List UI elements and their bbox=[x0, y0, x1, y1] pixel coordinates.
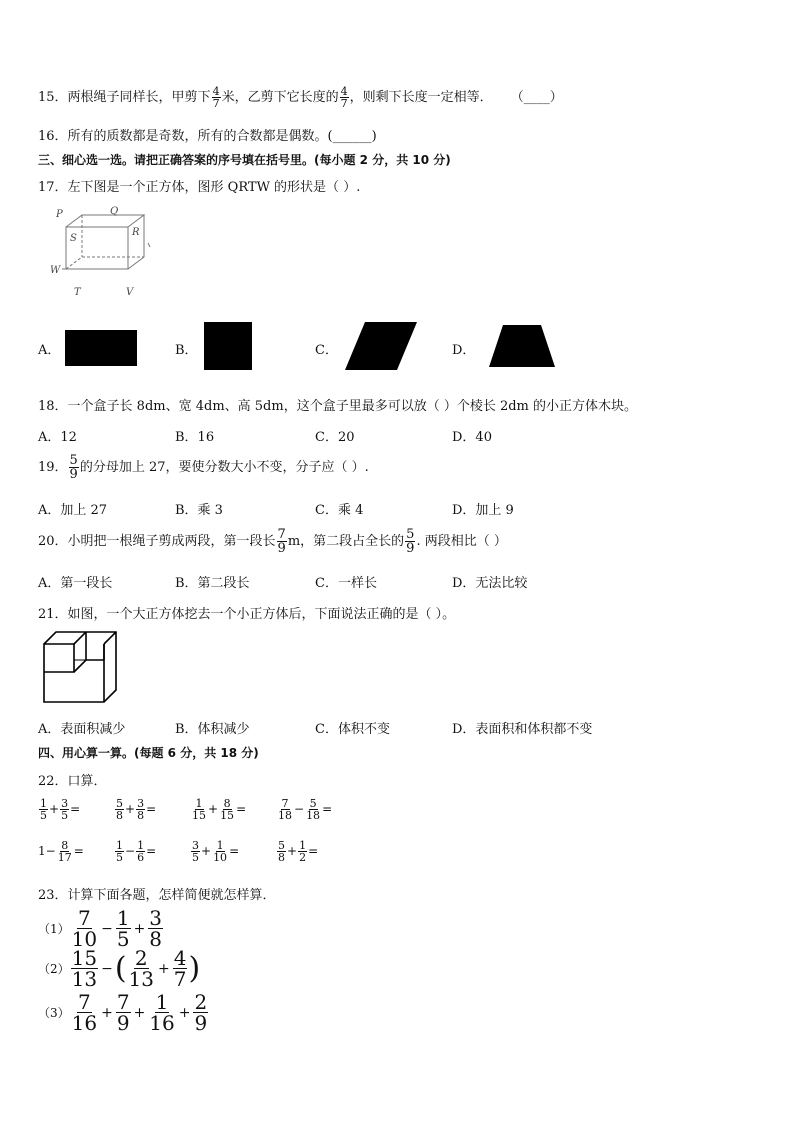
fraction: $\frac{5}{18}$ bbox=[306, 797, 321, 822]
calc-problem-1 bbox=[38, 908, 164, 949]
fraction: $\frac{7}{9}$ bbox=[116, 990, 130, 1035]
q20-text-1: 20．小明把一根绳子剪成两段，第一段长 bbox=[38, 534, 276, 549]
operator: + bbox=[287, 844, 298, 858]
carved-cube-figure bbox=[42, 630, 122, 706]
question-19 bbox=[38, 454, 369, 481]
q20-option-b[interactable]: B．第二段长 bbox=[175, 576, 250, 591]
q20-text-3: . 两段相比（ ） bbox=[416, 534, 507, 549]
number: 1 bbox=[38, 844, 46, 858]
q21-option-a[interactable]: A．表面积减少 bbox=[38, 722, 126, 737]
problem-label: （1） bbox=[38, 922, 70, 936]
option-d-trapezoid[interactable] bbox=[489, 325, 555, 367]
q21-option-b[interactable]: B．体积减少 bbox=[175, 722, 250, 737]
question-18: 18．一个盒子长 8dm、宽 4dm、高 5dm，这个盒子里最多可以放（ ）个棱长 2dm 的小正方体木块。 bbox=[38, 399, 638, 414]
equals-sign: = bbox=[308, 844, 319, 858]
operator: + bbox=[133, 1004, 146, 1021]
cube-label-q: Q bbox=[110, 206, 119, 217]
problem-label: （2） bbox=[38, 962, 70, 976]
operator: − bbox=[101, 920, 113, 937]
cube-label-w: W bbox=[50, 265, 61, 276]
fraction: $\frac{1}{5}$ bbox=[40, 797, 47, 822]
fraction: $\frac{1}{2}$ bbox=[299, 839, 307, 864]
cube-label-t: T bbox=[74, 287, 81, 298]
question-22: 22．口算． bbox=[38, 774, 107, 789]
equals-sign: = bbox=[146, 844, 157, 858]
left-paren: ( bbox=[114, 951, 127, 986]
cube-label-s: S bbox=[70, 233, 77, 244]
question-16: 16．所有的质数都是奇数，所有的合数都是偶数。(______) bbox=[38, 129, 377, 144]
mental-math-item[interactable] bbox=[114, 840, 156, 863]
question-23: 23．计算下面各题，怎样简便就怎样算． bbox=[38, 888, 276, 903]
cube-label-p: P bbox=[56, 209, 63, 220]
q18-option-a[interactable]: A．12 bbox=[38, 430, 77, 445]
q15-text-3: ，则剩下长度一定相等． bbox=[349, 90, 493, 105]
option-c-parallelogram[interactable] bbox=[345, 322, 417, 370]
q21-option-c[interactable]: C．体积不变 bbox=[315, 722, 390, 737]
equals-sign: = bbox=[73, 844, 84, 858]
q17-option-a[interactable]: A． bbox=[38, 343, 61, 358]
equals-sign: = bbox=[236, 802, 247, 816]
fraction: $\frac{3}{8}$ bbox=[137, 797, 145, 822]
q17-option-c[interactable]: C． bbox=[315, 343, 338, 358]
fraction: $\frac{1}{10}$ bbox=[213, 839, 228, 864]
fraction: $\frac{2}{13}$ bbox=[128, 946, 154, 991]
mental-math-item[interactable] bbox=[276, 798, 332, 821]
fraction: $\frac{7}{16}$ bbox=[71, 990, 98, 1035]
fraction: $\frac{7}{18}$ bbox=[278, 797, 292, 822]
operator: + bbox=[158, 960, 170, 977]
operator: + bbox=[133, 920, 146, 937]
mental-math-item[interactable] bbox=[38, 840, 84, 863]
mental-math-item[interactable] bbox=[114, 798, 156, 821]
mental-math-item[interactable] bbox=[38, 798, 80, 821]
q20-option-a[interactable]: A．第一段长 bbox=[38, 576, 113, 591]
question-20 bbox=[38, 528, 507, 555]
operator: − bbox=[125, 844, 136, 858]
fraction: $\frac{4}{7}$ bbox=[173, 946, 187, 991]
section-4-title: 四、用心算一算。(每题 6 分，共 18 分) bbox=[38, 746, 259, 760]
q17-option-b[interactable]: B． bbox=[175, 343, 198, 358]
mental-math-item[interactable] bbox=[190, 840, 239, 863]
fraction: $\frac{8}{15}$ bbox=[220, 797, 235, 822]
operator: + bbox=[201, 844, 212, 858]
fraction: $\frac{1}{16}$ bbox=[149, 990, 175, 1035]
operator: + bbox=[49, 802, 60, 816]
q19-option-a[interactable]: A．加上 27 bbox=[38, 503, 108, 518]
cube-label-v: V bbox=[126, 287, 134, 298]
option-b-square[interactable] bbox=[204, 322, 252, 370]
equals-sign: = bbox=[229, 844, 240, 858]
fraction: $\frac{3}{5}$ bbox=[61, 797, 69, 822]
fraction: $\frac{1}{6}$ bbox=[137, 839, 145, 864]
fraction: $\frac{5}{9}$ bbox=[406, 527, 415, 556]
q15-text-1: 两根绳子同样长，甲剪下 bbox=[67, 90, 211, 105]
problem-label: （3） bbox=[38, 1006, 70, 1020]
q17-option-d[interactable]: D． bbox=[452, 343, 476, 358]
question-15 bbox=[38, 86, 563, 109]
fraction: $\frac{7}{9}$ bbox=[277, 527, 286, 556]
equals-sign: = bbox=[146, 802, 157, 816]
calc-problem-2 bbox=[38, 948, 200, 989]
operator: + bbox=[208, 802, 219, 816]
q20-option-c[interactable]: C．一样长 bbox=[315, 576, 377, 591]
mental-math-item[interactable] bbox=[276, 840, 318, 863]
answer-blank[interactable]: （____） bbox=[510, 90, 563, 105]
fraction: $\frac{3}{8}$ bbox=[149, 906, 163, 951]
cube-figure bbox=[48, 205, 158, 300]
q19-text: 的分母加上 27，要使分数大小不变，分子应（ ）. bbox=[79, 460, 369, 475]
fraction: $\frac{3}{5}$ bbox=[192, 839, 199, 864]
q19-option-b[interactable]: B．乘 3 bbox=[175, 503, 223, 518]
q19-option-c[interactable]: C．乘 4 bbox=[315, 503, 364, 518]
q19-number: 19． bbox=[38, 460, 68, 475]
q20-text-2: m，第二段占全长的 bbox=[287, 534, 405, 549]
fraction: $\frac{1}{5}$ bbox=[116, 839, 123, 864]
q15-number: 15． bbox=[38, 90, 68, 105]
q18-option-b[interactable]: B．16 bbox=[175, 430, 215, 445]
operator: − bbox=[101, 960, 113, 977]
fraction: $\frac{1}{15}$ bbox=[192, 797, 206, 822]
q19-option-d[interactable]: D．加上 9 bbox=[452, 503, 514, 518]
fraction: $\frac{8}{17}$ bbox=[57, 839, 72, 864]
question-21: 21．如图，一个大正方体挖去一个小正方体后，下面说法正确的是（ ）。 bbox=[38, 607, 456, 622]
right-paren: ) bbox=[188, 951, 201, 986]
fraction: $\frac{1}{5}$ bbox=[116, 906, 130, 951]
mental-math-item[interactable] bbox=[190, 798, 246, 821]
fraction: $\frac{2}{9}$ bbox=[194, 990, 208, 1035]
fraction: $\frac{5}{8}$ bbox=[278, 839, 285, 864]
fraction: $\frac{4}{7}$ bbox=[340, 85, 348, 110]
operator: + bbox=[178, 1004, 191, 1021]
operator: + bbox=[125, 802, 136, 816]
fraction: $\frac{15}{13}$ bbox=[71, 946, 98, 991]
q15-text-2: 米，乙剪下它长度的 bbox=[221, 90, 339, 105]
operator: − bbox=[294, 802, 305, 816]
operator: + bbox=[101, 1004, 113, 1021]
fraction: $\frac{4}{7}$ bbox=[212, 85, 220, 110]
option-a-rectangle[interactable] bbox=[65, 330, 137, 366]
fraction: $\frac{7}{10}$ bbox=[71, 906, 98, 951]
q21-option-d[interactable]: D．表面积和体积都不变 bbox=[452, 722, 593, 737]
q20-option-d[interactable]: D．无法比较 bbox=[452, 576, 528, 591]
q18-option-d[interactable]: D．40 bbox=[452, 430, 492, 445]
equals-sign: = bbox=[70, 802, 81, 816]
q18-option-c[interactable]: C．20 bbox=[315, 430, 355, 445]
section-3-title: 三、细心选一选。请把正确答案的序号填在括号里。(每小题 2 分，共 10 分) bbox=[38, 153, 451, 167]
fraction: $\frac{5}{9}$ bbox=[69, 453, 78, 482]
operator: − bbox=[45, 844, 56, 858]
question-17: 17．左下图是一个正方体，图形 QRTW 的形状是（ ）. bbox=[38, 180, 361, 195]
fraction: $\frac{5}{8}$ bbox=[116, 797, 123, 822]
equals-sign: = bbox=[322, 802, 333, 816]
calc-problem-3 bbox=[38, 992, 209, 1033]
cube-label-r: R bbox=[132, 227, 140, 238]
